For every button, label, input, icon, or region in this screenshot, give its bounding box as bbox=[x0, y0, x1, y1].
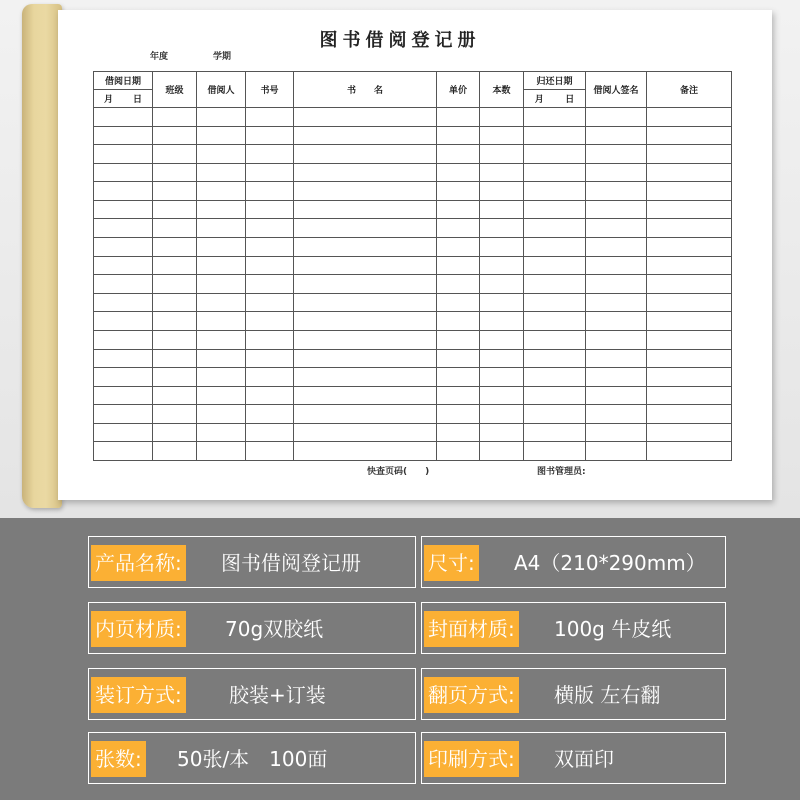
ledger-cell bbox=[586, 405, 647, 424]
spec-value: 横版 左右翻 bbox=[554, 683, 661, 707]
ledger-cell bbox=[524, 293, 586, 312]
ledger-cell bbox=[524, 312, 586, 331]
ledger-cell bbox=[480, 126, 524, 145]
spec-cell-cover-material bbox=[421, 602, 726, 654]
spec-cell-page-turn bbox=[421, 668, 726, 720]
ledger-row bbox=[94, 238, 732, 257]
ledger-row bbox=[94, 312, 732, 331]
ledger-cell bbox=[153, 330, 197, 349]
ledger-row bbox=[94, 293, 732, 312]
ledger-cell bbox=[197, 108, 246, 127]
ledger-cell bbox=[294, 200, 437, 219]
ledger-cell bbox=[524, 405, 586, 424]
ledger-row bbox=[94, 108, 732, 127]
ledger-cell bbox=[197, 200, 246, 219]
ledger-cell bbox=[524, 256, 586, 275]
ledger-cell bbox=[586, 163, 647, 182]
spec-label: 产品名称: bbox=[91, 545, 186, 581]
header-class: 班级 bbox=[153, 72, 197, 108]
spec-value: 70g双胶纸 bbox=[225, 617, 324, 641]
spec-label: 尺寸: bbox=[424, 545, 479, 581]
ledger-cell bbox=[294, 405, 437, 424]
spec-label: 张数: bbox=[91, 741, 146, 777]
ledger-cell bbox=[94, 405, 153, 424]
header-book-no: 书号 bbox=[246, 72, 294, 108]
ledger-cell bbox=[647, 293, 732, 312]
ledger-cell bbox=[153, 256, 197, 275]
ledger-cell bbox=[480, 238, 524, 257]
ledger-cell bbox=[94, 423, 153, 442]
ledger-cell bbox=[437, 200, 480, 219]
ledger-cell bbox=[94, 126, 153, 145]
ledger-cell bbox=[437, 163, 480, 182]
ledger-cell bbox=[480, 275, 524, 294]
ledger-cell bbox=[647, 256, 732, 275]
ledger-cell bbox=[294, 256, 437, 275]
ledger-cell bbox=[524, 238, 586, 257]
ledger-cell bbox=[480, 145, 524, 164]
ledger-cell bbox=[197, 293, 246, 312]
ledger-cell bbox=[197, 442, 246, 461]
header-return-month-day bbox=[524, 90, 586, 108]
ledger-cell bbox=[437, 275, 480, 294]
ledger-row bbox=[94, 330, 732, 349]
ledger-cell bbox=[246, 145, 294, 164]
ledger-cell bbox=[586, 312, 647, 331]
ledger-cell bbox=[153, 312, 197, 331]
ledger-cell bbox=[294, 145, 437, 164]
ledger-cell bbox=[94, 386, 153, 405]
header-remarks: 备注 bbox=[647, 72, 732, 108]
ledger-cell bbox=[586, 386, 647, 405]
ledger-cell bbox=[246, 163, 294, 182]
ledger-cell bbox=[197, 349, 246, 368]
ledger-row bbox=[94, 182, 732, 201]
ledger-cell bbox=[294, 312, 437, 331]
ledger-cell bbox=[480, 442, 524, 461]
ledger-row bbox=[94, 256, 732, 275]
ledger-cell bbox=[647, 349, 732, 368]
ledger-cell bbox=[153, 423, 197, 442]
ledger-cell bbox=[94, 330, 153, 349]
spec-value: A4（210*290mm） bbox=[514, 551, 706, 575]
ledger-cell bbox=[197, 275, 246, 294]
ledger-cell bbox=[246, 126, 294, 145]
ledger-cell bbox=[524, 330, 586, 349]
ledger-cell bbox=[294, 423, 437, 442]
ledger-cell bbox=[94, 219, 153, 238]
spec-row-3 bbox=[88, 668, 726, 720]
ledger-cell bbox=[153, 238, 197, 257]
ledger-cell bbox=[480, 256, 524, 275]
ledger-cell bbox=[586, 368, 647, 387]
ledger-cell bbox=[586, 293, 647, 312]
ledger-cell bbox=[153, 145, 197, 164]
ledger-cell bbox=[480, 182, 524, 201]
header-copies: 本数 bbox=[480, 72, 524, 108]
ledger-cell bbox=[294, 330, 437, 349]
ledger-cell bbox=[294, 219, 437, 238]
ledger-row bbox=[94, 386, 732, 405]
ledger-cell bbox=[480, 386, 524, 405]
ledger-cell bbox=[647, 182, 732, 201]
ledger-cell bbox=[94, 182, 153, 201]
header-borrower: 借阅人 bbox=[197, 72, 246, 108]
year-label: 年度 bbox=[150, 52, 169, 62]
ledger-cell bbox=[480, 405, 524, 424]
ledger-cell bbox=[586, 256, 647, 275]
ledger-cell bbox=[94, 275, 153, 294]
ledger-cell bbox=[294, 442, 437, 461]
ledger-cell bbox=[294, 163, 437, 182]
ledger-cell bbox=[197, 145, 246, 164]
ledger-cell bbox=[437, 182, 480, 201]
ledger-cell bbox=[197, 238, 246, 257]
ledger-cell bbox=[437, 423, 480, 442]
ledger-cell bbox=[437, 126, 480, 145]
ledger-cell bbox=[437, 349, 480, 368]
ledger-cell bbox=[647, 330, 732, 349]
ledger-cell bbox=[647, 423, 732, 442]
ledger-cell bbox=[94, 312, 153, 331]
term-label: 学期 bbox=[213, 52, 232, 62]
ledger-cell bbox=[153, 442, 197, 461]
ledger-row bbox=[94, 145, 732, 164]
ledger-cell bbox=[480, 349, 524, 368]
ledger-row bbox=[94, 126, 732, 145]
ledger-cell bbox=[246, 238, 294, 257]
ledger-cell bbox=[437, 442, 480, 461]
ledger-cell bbox=[94, 145, 153, 164]
ledger-cell bbox=[153, 219, 197, 238]
ledger-row bbox=[94, 442, 732, 461]
ledger-cell bbox=[480, 368, 524, 387]
ledger-cell bbox=[586, 442, 647, 461]
ledger-cell bbox=[197, 163, 246, 182]
spec-row-4 bbox=[88, 732, 726, 784]
ledger-cell bbox=[197, 386, 246, 405]
ledger-cell bbox=[246, 405, 294, 424]
ledger-cell bbox=[480, 293, 524, 312]
header-borrow-month-day bbox=[94, 90, 153, 108]
spec-cell-product-name bbox=[88, 536, 416, 588]
borrow-month-label: 月 bbox=[103, 95, 113, 105]
footer-check-page: 快查页码( ) bbox=[367, 467, 430, 477]
ledger-cell bbox=[647, 405, 732, 424]
ledger-cell bbox=[246, 423, 294, 442]
ledger-cell bbox=[647, 200, 732, 219]
ledger-cell bbox=[647, 219, 732, 238]
header-borrow-date: 借阅日期 bbox=[94, 72, 153, 90]
ledger-cell bbox=[586, 108, 647, 127]
ledger-cell bbox=[294, 386, 437, 405]
ledger-cell bbox=[246, 200, 294, 219]
spec-cell-inner-material bbox=[88, 602, 416, 654]
ledger-cell bbox=[647, 275, 732, 294]
ledger-cell bbox=[586, 330, 647, 349]
ledger-cell bbox=[437, 330, 480, 349]
ledger-cell bbox=[437, 108, 480, 127]
ledger-cell bbox=[197, 312, 246, 331]
spec-value: 胶装+订装 bbox=[229, 683, 326, 707]
ledger-cell bbox=[524, 349, 586, 368]
ledger-cell bbox=[647, 368, 732, 387]
ledger-cell bbox=[524, 126, 586, 145]
spec-label: 翻页方式: bbox=[424, 677, 519, 713]
ledger-cell bbox=[437, 238, 480, 257]
ledger-cell bbox=[480, 200, 524, 219]
ledger-cell bbox=[294, 368, 437, 387]
ledger-cell bbox=[437, 405, 480, 424]
ledger-cell bbox=[524, 145, 586, 164]
spec-label: 装订方式: bbox=[91, 677, 186, 713]
ledger-cell bbox=[586, 275, 647, 294]
ledger-cell bbox=[197, 368, 246, 387]
ledger-cell bbox=[153, 368, 197, 387]
ledger-cell bbox=[197, 256, 246, 275]
ledger-cell bbox=[294, 126, 437, 145]
ledger-cell bbox=[294, 349, 437, 368]
ledger-cell bbox=[246, 275, 294, 294]
ledger-cell bbox=[153, 182, 197, 201]
ledger-cell bbox=[294, 182, 437, 201]
ledger-cell bbox=[294, 108, 437, 127]
ledger-cell bbox=[647, 163, 732, 182]
ledger-cell bbox=[437, 386, 480, 405]
ledger-cell bbox=[246, 349, 294, 368]
spec-cell-size bbox=[421, 536, 726, 588]
ledger-cell bbox=[437, 293, 480, 312]
ledger-row bbox=[94, 405, 732, 424]
ledger-cell bbox=[294, 238, 437, 257]
return-day-label: 日 bbox=[565, 95, 575, 105]
ledger-cell bbox=[647, 108, 732, 127]
ledger-cell bbox=[246, 293, 294, 312]
ledger-cell bbox=[647, 126, 732, 145]
header-return-date: 归还日期 bbox=[524, 72, 586, 90]
ledger-row bbox=[94, 219, 732, 238]
ledger-cell bbox=[153, 275, 197, 294]
ledger-cell bbox=[94, 200, 153, 219]
ledger-cell bbox=[94, 108, 153, 127]
spec-cell-printing bbox=[421, 732, 726, 784]
ledger-cell bbox=[524, 275, 586, 294]
ledger-cell bbox=[197, 423, 246, 442]
spec-value: 100g 牛皮纸 bbox=[554, 617, 672, 641]
spec-label: 内页材质: bbox=[91, 611, 186, 647]
ledger-row bbox=[94, 349, 732, 368]
ledger-cell bbox=[480, 312, 524, 331]
ledger-cell bbox=[246, 312, 294, 331]
ledger-cell bbox=[524, 386, 586, 405]
spec-value: 图书借阅登记册 bbox=[221, 551, 361, 575]
ledger-cell bbox=[153, 163, 197, 182]
ledger-cell bbox=[246, 256, 294, 275]
ledger-row bbox=[94, 275, 732, 294]
spec-value: 双面印 bbox=[554, 747, 614, 771]
ledger-cell bbox=[586, 145, 647, 164]
footer-librarian: 图书管理员: bbox=[537, 467, 586, 477]
ledger-cell bbox=[524, 200, 586, 219]
ledger-cell bbox=[246, 368, 294, 387]
ledger-cell bbox=[586, 126, 647, 145]
ledger-cell bbox=[586, 219, 647, 238]
ledger-cell bbox=[197, 330, 246, 349]
header-row-top bbox=[94, 72, 732, 90]
ledger-cell bbox=[94, 293, 153, 312]
ledger-table bbox=[93, 71, 732, 461]
ledger-cell bbox=[153, 405, 197, 424]
ledger-cell bbox=[153, 386, 197, 405]
ledger-cell bbox=[294, 275, 437, 294]
ledger-cell bbox=[246, 442, 294, 461]
ledger-cell bbox=[647, 386, 732, 405]
ledger-cell bbox=[647, 442, 732, 461]
ledger-cell bbox=[586, 349, 647, 368]
ledger-cell bbox=[94, 442, 153, 461]
ledger-cell bbox=[94, 368, 153, 387]
ledger-row bbox=[94, 163, 732, 182]
ledger-cell bbox=[437, 256, 480, 275]
ledger-cell bbox=[480, 219, 524, 238]
ledger-cell bbox=[294, 293, 437, 312]
ledger-cell bbox=[437, 312, 480, 331]
ledger-cell bbox=[524, 108, 586, 127]
header-book-name: 书 名 bbox=[294, 72, 437, 108]
ledger-cell bbox=[524, 163, 586, 182]
ledger-cell bbox=[153, 293, 197, 312]
ledger-cell bbox=[197, 182, 246, 201]
ledger-cell bbox=[197, 126, 246, 145]
ledger-cell bbox=[153, 126, 197, 145]
header-unit-price: 单价 bbox=[437, 72, 480, 108]
ledger-cell bbox=[524, 219, 586, 238]
ledger-cell bbox=[197, 219, 246, 238]
ledger-cell bbox=[524, 442, 586, 461]
ledger-cell bbox=[197, 405, 246, 424]
spec-label: 封面材质: bbox=[424, 611, 519, 647]
return-month-label: 月 bbox=[534, 95, 544, 105]
spec-label: 印刷方式: bbox=[424, 741, 519, 777]
ledger-cell bbox=[586, 182, 647, 201]
ledger-cell bbox=[647, 145, 732, 164]
ledger-cell bbox=[246, 219, 294, 238]
ledger-row bbox=[94, 200, 732, 219]
ledger-cell bbox=[524, 182, 586, 201]
ledger-cell bbox=[437, 219, 480, 238]
ledger-cell bbox=[246, 386, 294, 405]
ledger-cell bbox=[437, 368, 480, 387]
ledger-cell bbox=[246, 330, 294, 349]
ledger-cell bbox=[153, 349, 197, 368]
ledger-cell bbox=[480, 423, 524, 442]
spec-row-1 bbox=[88, 536, 726, 588]
ledger-cell bbox=[524, 423, 586, 442]
ledger-cell bbox=[647, 312, 732, 331]
ledger-cell bbox=[586, 200, 647, 219]
ledger-cell bbox=[94, 163, 153, 182]
spec-value: 50张/本 100面 bbox=[177, 747, 328, 771]
ledger-row bbox=[94, 423, 732, 442]
ledger-cell bbox=[524, 368, 586, 387]
ledger-cell bbox=[437, 145, 480, 164]
spec-row-2 bbox=[88, 602, 726, 654]
ledger-cell bbox=[94, 238, 153, 257]
ledger-cell bbox=[586, 238, 647, 257]
spec-panel bbox=[0, 518, 800, 800]
book-spine bbox=[22, 4, 62, 508]
ledger-cell bbox=[480, 330, 524, 349]
ledger-cell bbox=[647, 238, 732, 257]
ledger-cell bbox=[246, 108, 294, 127]
ledger-cell bbox=[480, 163, 524, 182]
borrow-day-label: 日 bbox=[132, 95, 142, 105]
ledger-cell bbox=[480, 108, 524, 127]
spec-cell-sheets bbox=[88, 732, 416, 784]
ledger-cell bbox=[94, 349, 153, 368]
form-title: 图书借阅登记册 bbox=[319, 30, 481, 51]
ledger-cell bbox=[246, 182, 294, 201]
ledger-cell bbox=[94, 256, 153, 275]
ledger-cell bbox=[153, 108, 197, 127]
ledger-cell bbox=[586, 423, 647, 442]
spec-cell-binding bbox=[88, 668, 416, 720]
ledger-cell bbox=[153, 200, 197, 219]
ledger-row bbox=[94, 368, 732, 387]
header-signature: 借阅人签名 bbox=[586, 72, 647, 108]
